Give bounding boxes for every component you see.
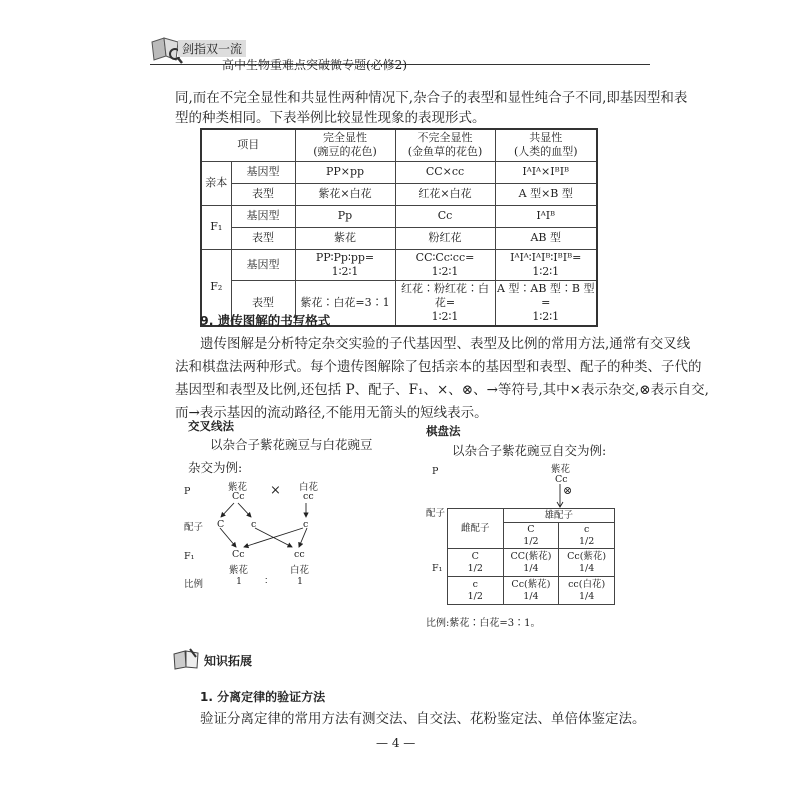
cross-parent1-geno: Cc	[232, 491, 245, 502]
cell: Cc	[395, 205, 495, 227]
cell: IᴬIᴬ×IᴮIᴮ	[495, 161, 597, 183]
cell: AB 型	[495, 227, 597, 249]
expand-title: 知识拓展	[204, 654, 253, 668]
section-9-title: 9. 遗传图解的书写格式	[200, 313, 331, 328]
series-title: 剑指双一流	[178, 40, 246, 57]
row-f2-label: F₂	[201, 249, 231, 326]
cross-gamete-c1: c	[251, 519, 257, 530]
cell: IᴬIᴬ∶IᴬIᴮ∶IᴮIᴮ= 1∶2∶1	[495, 249, 597, 280]
cross-sign: ×	[270, 483, 281, 498]
label-phenotype: 表型	[231, 183, 295, 205]
cell: CC∶Cc∶cc= 1∶2∶1	[395, 249, 495, 280]
cross-p-label: P	[184, 486, 191, 497]
row-head-C: C 1/2	[448, 549, 504, 577]
cell: IᴬIᴮ	[495, 205, 597, 227]
label-genotype: 基因型	[231, 249, 295, 280]
cell: Pp	[295, 205, 395, 227]
board-p-label: P	[432, 466, 439, 477]
cell: 紫花∶白花=3∶1	[295, 280, 395, 326]
cell: 粉红花	[395, 227, 495, 249]
cross-ratio-sep: ∶	[265, 576, 268, 587]
section-9-p1: 遗传图解是分析特定杂交实验的子代基因型、表型及比例的常用方法,通常有交叉线	[200, 336, 691, 352]
cross-gamete-c2: c	[303, 519, 309, 530]
row-parent-label: 亲本	[201, 161, 231, 205]
cross-ratio-1: 1	[236, 576, 243, 587]
row-head-c: c 1/2	[448, 577, 504, 605]
cross-offspring2-geno: cc	[294, 549, 305, 560]
header-rule	[150, 64, 650, 65]
col-head-c: c 1/2	[559, 523, 615, 549]
expand-subtitle: 1. 分离定律的验证方法	[200, 690, 326, 704]
cell-cc: cc(白花) 1/4	[559, 577, 615, 605]
section-9-p3: 基因型和表型及比例,还包括 P、配子、F₁、×、⊗、→等符号,其中×表示杂交,⊗表示自交,	[175, 382, 709, 398]
cell: PP∶Pp∶pp= 1∶2∶1	[295, 249, 395, 280]
th-item: 项目	[201, 129, 295, 161]
open-book-icon	[172, 648, 200, 670]
punnett-square	[447, 508, 615, 605]
cell: A 型∶AB 型∶B 型= 1∶2∶1	[495, 280, 597, 326]
board-desc: 以杂合子紫花豌豆自交为例:	[452, 443, 607, 458]
label-phenotype: 表型	[231, 227, 295, 249]
cross-gamete-label: 配子	[184, 522, 204, 533]
cell-CC: CC(紫花) 1/4	[503, 549, 559, 577]
board-ratio: 比例:紫花∶白花=3∶1。	[426, 618, 541, 629]
arrow-parent1-to-c	[238, 503, 251, 517]
board-parent-pheno: 紫花	[551, 464, 571, 475]
th-complete: 完全显性 (豌豆的花色)	[295, 129, 395, 161]
page-number: — 4 —	[376, 736, 416, 750]
arrow-parent1-to-C	[221, 503, 234, 517]
cross-arrows-diagram	[200, 495, 330, 555]
cell: 紫花	[295, 227, 395, 249]
label-genotype: 基因型	[231, 161, 295, 183]
arrow-c2-to-cc	[299, 528, 307, 547]
book-title: 高中生物重难点突破微专题(必修2)	[222, 58, 407, 72]
cell-Cc-2: Cc(紫花) 1/4	[503, 577, 559, 605]
board-parent-geno: Cc	[555, 474, 568, 485]
section-9-p2: 法和棋盘法两种形式。每个遗传图解除了包括亲本的基因型和表型、配子的种类、子代的	[175, 359, 702, 375]
cross-desc-2: 杂交为例:	[188, 460, 243, 475]
cross-gamete-C: C	[217, 519, 225, 530]
expand-text: 验证分离定律的常用方法有测交法、自交法、花粉鉴定法、单倍体鉴定法。	[200, 711, 646, 727]
label-genotype: 基因型	[231, 205, 295, 227]
board-f1-label: F₁	[432, 563, 443, 574]
self-cross-sign: ⊗	[563, 484, 573, 497]
cross-offspring1-pheno: 紫花	[229, 565, 249, 576]
cross-ratio-2: 1	[297, 576, 304, 587]
cross-parent1-pheno: 紫花	[228, 482, 248, 493]
cross-offspring1-geno: Cc	[232, 549, 245, 560]
row-f1-label: F₁	[201, 205, 231, 249]
th-codominance: 共显性 (人类的血型)	[495, 129, 597, 161]
cross-parent2-pheno: 白花	[299, 482, 319, 493]
cross-f1-label: F₁	[184, 551, 195, 562]
board-method-title: 棋盘法	[426, 424, 461, 438]
cross-ratio-label: 比例	[184, 579, 204, 590]
intro-line-1: 同,而在不完全显性和共显性两种情况下,杂合子的表型和显性纯合子不同,即基因型和表	[175, 90, 688, 106]
cell-Cc-1: Cc(紫花) 1/4	[559, 549, 615, 577]
cell: A 型×B 型	[495, 183, 597, 205]
section-9-p4: 而→表示基因的流动路径,不能用无箭头的短线表示。	[175, 405, 488, 421]
cross-method-title: 交叉线法	[188, 419, 234, 433]
cross-parent2-geno: cc	[303, 491, 314, 502]
male-gamete-header: 雄配子	[503, 509, 614, 523]
cell: 红花×白花	[395, 183, 495, 205]
cross-offspring2-pheno: 白花	[290, 565, 310, 576]
cell: PP×pp	[295, 161, 395, 183]
female-gamete-header: 雌配子	[448, 509, 504, 549]
cross-desc-1: 以杂合子紫花豌豆与白花豌豆	[210, 437, 373, 452]
label-phenotype: 表型	[231, 280, 295, 326]
cell: CC×cc	[395, 161, 495, 183]
board-gamete-label: 配子	[426, 508, 446, 519]
cell: 紫花×白花	[295, 183, 395, 205]
arrow-C-to-Cc	[220, 528, 236, 547]
col-head-C: C 1/2	[503, 523, 559, 549]
arrow-c2-to-Cc	[244, 528, 303, 547]
dominance-table	[200, 128, 598, 327]
intro-line-2: 型的种类相同。下表举例比较显性现象的表现形式。	[175, 110, 486, 126]
cell: 红花∶粉红花∶白花= 1∶2∶1	[395, 280, 495, 326]
th-incomplete: 不完全显性 (金鱼草的花色)	[395, 129, 495, 161]
